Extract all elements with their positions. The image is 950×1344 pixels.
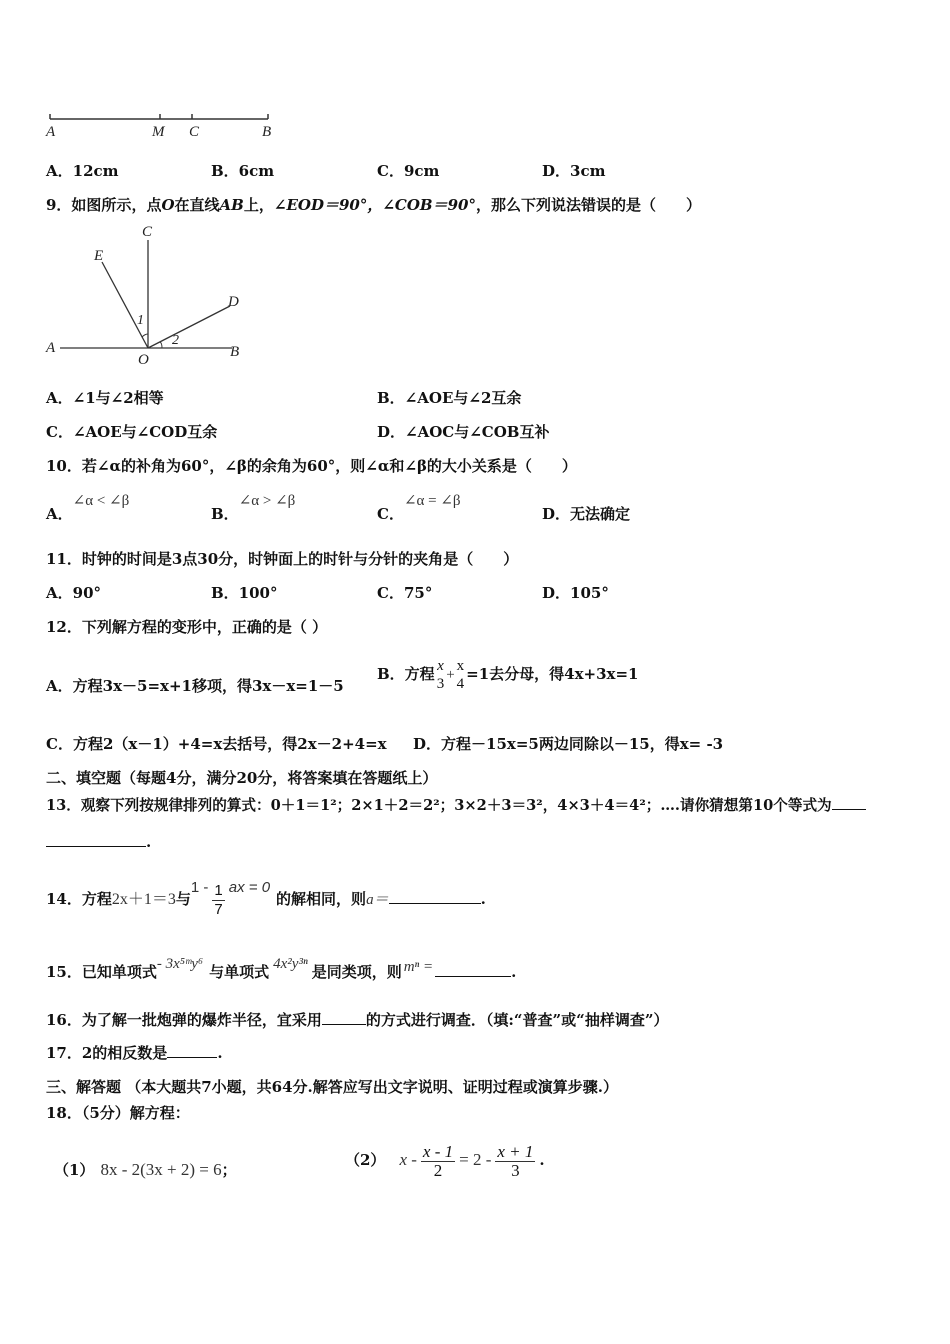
q16-stem: 16．为了解一批炮弹的爆炸半径，宜采用 的方式进行调查．（填:“普查”或“抽样调查”） bbox=[46, 1011, 669, 1029]
label-m: M bbox=[152, 124, 165, 140]
q17-stem: 17．2的相反数是 . bbox=[46, 1044, 223, 1062]
label-e: E bbox=[94, 248, 104, 264]
q16-answer-blank[interactable] bbox=[322, 1010, 366, 1025]
q14-stem: 14．方程2x＋1＝3与1 - $\frac{1}{7}$ ax = 0的解相同，则a＝ . bbox=[46, 879, 486, 918]
label-2: 2 bbox=[172, 333, 179, 348]
q10-option-d[interactable]: D．无法确定 bbox=[542, 505, 631, 523]
q9-angle-figure bbox=[40, 222, 260, 367]
q12-option-c[interactable]: C．方程2（x－1）+4=x去括号，得2x－2+4=x bbox=[46, 735, 387, 753]
q12-option-a[interactable]: A．方程3x－5=x+1移项，得3x－x=1－5 bbox=[46, 677, 344, 695]
q8-option-a[interactable]: A．12cm bbox=[46, 162, 119, 180]
q11-option-c[interactable]: C．75° bbox=[377, 584, 433, 602]
q12-option-b[interactable]: B．方程 x 3 + x 4 =1去分母，得4x+3x=1 bbox=[377, 658, 639, 692]
q17-answer-blank[interactable] bbox=[167, 1043, 217, 1058]
label-c: C bbox=[142, 224, 153, 240]
q13-answer-blank-part1[interactable] bbox=[832, 795, 866, 810]
q10-option-c[interactable]: C．∠α = ∠β bbox=[377, 493, 461, 523]
q8-option-b[interactable]: B．6cm bbox=[211, 162, 275, 180]
q13-answer-blank-part2[interactable] bbox=[46, 832, 146, 847]
fraction-x-minus-1-over-2: $\frac{x - 1}{2}$ bbox=[422, 1141, 454, 1180]
ray-oe bbox=[102, 262, 148, 348]
fraction-1-over-7: $\frac{1}{7}$ bbox=[214, 881, 223, 918]
label-b: B bbox=[230, 344, 240, 360]
angle-1-arc bbox=[142, 334, 148, 337]
q14-answer-blank[interactable] bbox=[389, 889, 481, 904]
q10-option-a[interactable]: A．∠α < ∠β bbox=[46, 493, 130, 523]
label-b: B bbox=[262, 124, 272, 140]
fraction-x-plus-1-over-3: $\frac{x + 1}{3}$ bbox=[497, 1141, 534, 1180]
angle-2-arc bbox=[160, 342, 162, 348]
q9-option-b[interactable]: B．∠AOE与∠2互余 bbox=[377, 389, 522, 407]
fraction-x-over-4: x 4 bbox=[456, 658, 465, 692]
q11-stem: 11．时钟的时间是3点30分，时钟面上的时针与分针的夹角是（ ） bbox=[46, 550, 519, 568]
q10-stem: 10．若∠α的补角为60°，∠β的余角为60°，则∠α和∠β的大小关系是（ ） bbox=[46, 457, 577, 475]
q10-option-b[interactable]: B．∠α > ∠β bbox=[211, 493, 296, 523]
section-3-title: 三、解答题 （本大题共7小题，共64分.解答应写出文字说明、证明过程或演算步骤.） bbox=[46, 1078, 618, 1096]
fraction-x-over-3: x 3 bbox=[436, 658, 445, 692]
q13-continuation: . bbox=[46, 832, 151, 852]
q15-answer-blank[interactable] bbox=[435, 962, 511, 977]
label-a: A bbox=[46, 340, 56, 356]
q9-option-a[interactable]: A．∠1与∠2相等 bbox=[46, 389, 164, 407]
q18-part-2: （2） x - $\frac{x - 1}{2}$ = 2 - $\frac{x + 1}{3}$ . bbox=[345, 1141, 545, 1180]
label-o: O bbox=[138, 352, 149, 367]
q9-option-d[interactable]: D．∠AOC与∠COB互补 bbox=[377, 423, 550, 441]
q11-option-a[interactable]: A．90° bbox=[46, 584, 102, 602]
q12-option-d[interactable]: D．方程－15x=5两边同除以－15，得x= -3 bbox=[413, 735, 724, 753]
q15-stem: 15．已知单项式- 3x⁵ᵐy⁶ 与单项式 4x²y³ⁿ 是同类项，则 mⁿ = . bbox=[46, 956, 517, 981]
q8-segment-figure bbox=[40, 108, 290, 144]
q8-option-c[interactable]: C．9cm bbox=[377, 162, 440, 180]
label-1: 1 bbox=[137, 313, 144, 328]
label-d: D bbox=[228, 294, 239, 310]
label-a: A bbox=[46, 124, 56, 140]
q9-stem: 9．如图所示，点O在直线AB上，∠EOD＝90°，∠COB＝90°，那么下列说法错误的是（ ） bbox=[46, 196, 701, 214]
q11-option-b[interactable]: B．100° bbox=[211, 584, 278, 602]
q12-stem: 12．下列解方程的变形中，正确的是（ ） bbox=[46, 618, 328, 636]
section-2-title: 二、填空题（每题4分，满分20分，将答案填在答题纸上） bbox=[46, 769, 438, 787]
label-c: C bbox=[189, 124, 200, 140]
q13-stem: 13．观察下列按规律排列的算式：0＋1＝1²；2×1＋2＝2²；3×2＋3＝3²，4×3＋4＝4²；….请你猜想第10个等式为 bbox=[46, 795, 866, 816]
q9-option-c[interactable]: C．∠AOE与∠COD互余 bbox=[46, 423, 218, 441]
q18-stem: 18．（5分）解方程： bbox=[46, 1104, 190, 1122]
q8-option-d[interactable]: D．3cm bbox=[542, 162, 606, 180]
q18-part-1: （1） 8x - 2(3x + 2) = 6； bbox=[54, 1160, 237, 1179]
q11-option-d[interactable]: D．105° bbox=[542, 584, 609, 602]
